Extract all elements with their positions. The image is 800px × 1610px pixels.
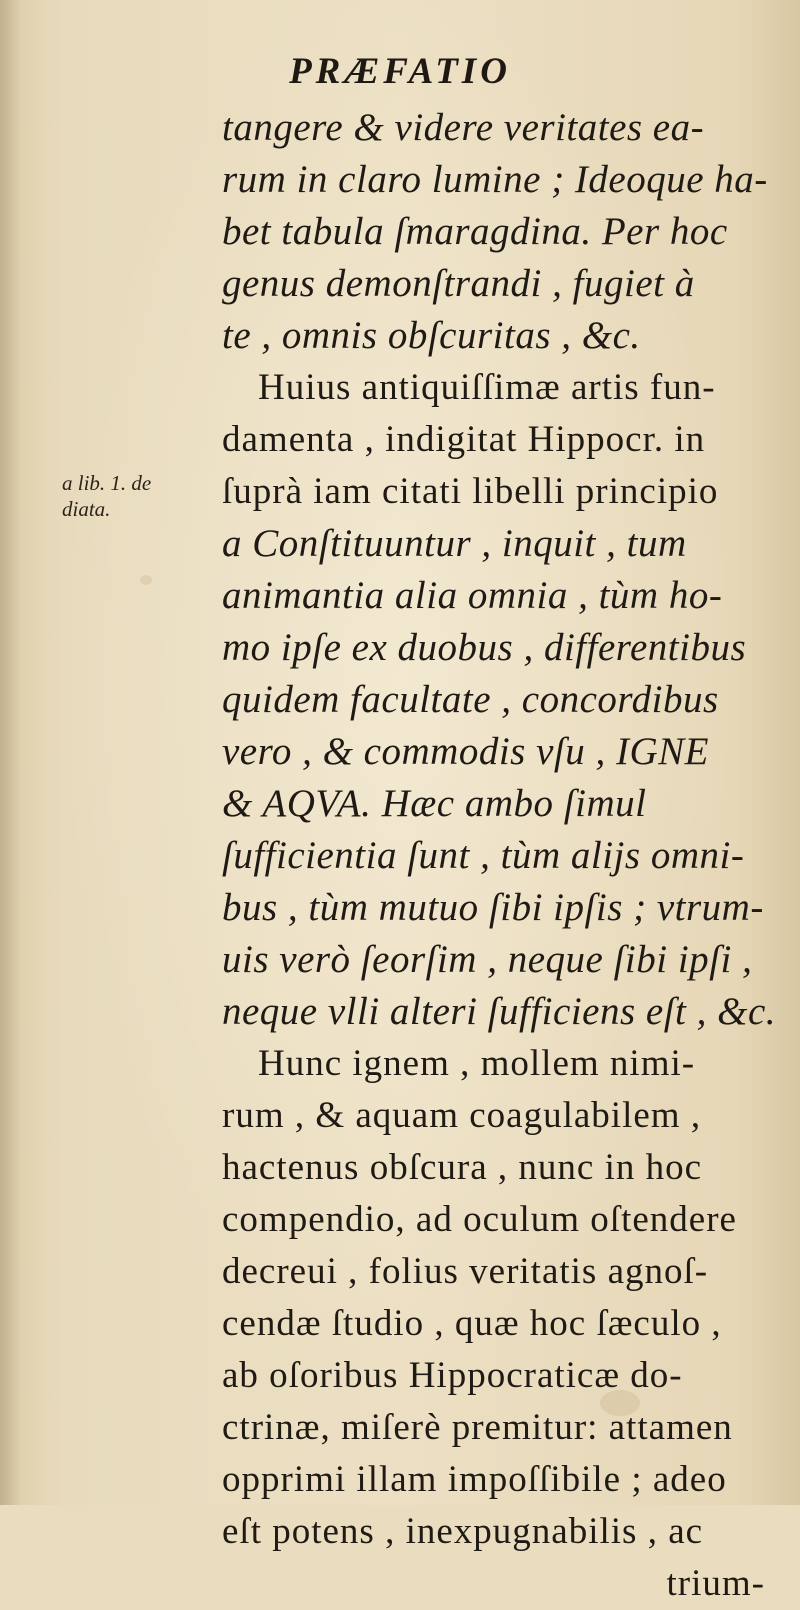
text-line: Huius antiquiſſimæ artis fun- bbox=[258, 367, 716, 408]
text-line: vero , & commodis vſu , IGNE bbox=[222, 730, 709, 773]
text-line: a Conſtituuntur , inquit , tum bbox=[222, 522, 687, 565]
text-line: animantia alia omnia , tùm ho- bbox=[222, 574, 723, 617]
text-line: ab oſoribus Hippocraticæ do- bbox=[222, 1355, 683, 1396]
text-line: compendio, ad oculum oſtendere bbox=[222, 1199, 737, 1240]
page-gutter-shadow bbox=[0, 0, 22, 1505]
text-line: opprimi illam impoſſibile ; adeo bbox=[222, 1459, 727, 1500]
body-text bbox=[222, 102, 777, 1610]
margin-note bbox=[62, 470, 202, 522]
running-head: PRÆFATIO bbox=[289, 51, 511, 92]
text-line: tangere & videre veritates ea- bbox=[222, 106, 705, 149]
text-line: cendæ ſtudio , quæ hoc ſæculo , bbox=[222, 1303, 722, 1344]
text-line: genus demonſtrandi , fugiet à bbox=[222, 262, 695, 305]
text-line: ſuprà iam citati libelli principio bbox=[222, 471, 719, 512]
margin-note-line: a lib. 1. de bbox=[62, 471, 152, 495]
text-line: hactenus obſcura , nunc in hoc bbox=[222, 1147, 703, 1188]
text-line: eſt potens , inexpugnabilis , ac bbox=[222, 1511, 704, 1552]
text-line: bus , tùm mutuo ſibi ipſis ; vtrum- bbox=[222, 886, 764, 929]
text-line: ſufficientia ſunt , tùm alijs omni- bbox=[222, 834, 745, 877]
text-line: & AQVA. Hæc ambo ſimul bbox=[222, 782, 647, 825]
text-line: neque vlli alteri ſufficiens eſt , &c. bbox=[222, 990, 777, 1033]
text-line: decreui , folius veritatis agnoſ- bbox=[222, 1251, 709, 1292]
text-line: te , omnis obſcuritas , &c. bbox=[222, 314, 641, 357]
catchword: trium- bbox=[666, 1563, 765, 1604]
text-line: rum , & aquam coagulabilem , bbox=[222, 1095, 702, 1136]
text-line: mo ipſe ex duobus , differentibus bbox=[222, 626, 747, 669]
text-line: quidem facultate , concordibus bbox=[222, 678, 719, 721]
text-line: damenta , indigitat Hippocr. in bbox=[222, 419, 706, 460]
text-line: ctrinæ, miſerè premitur: attamen bbox=[222, 1407, 733, 1448]
text-line: Hunc ignem , mollem nimi- bbox=[258, 1043, 696, 1084]
text-line: rum in claro lumine ; Ideoque ha- bbox=[222, 158, 768, 201]
text-line: bet tabula ſmaragdina. Per hoc bbox=[222, 210, 728, 253]
margin-note-line: diata. bbox=[62, 497, 111, 521]
page-stain bbox=[140, 575, 152, 585]
text-line: uis verò ſeorſim , neque ſibi ipſi , bbox=[222, 938, 753, 981]
